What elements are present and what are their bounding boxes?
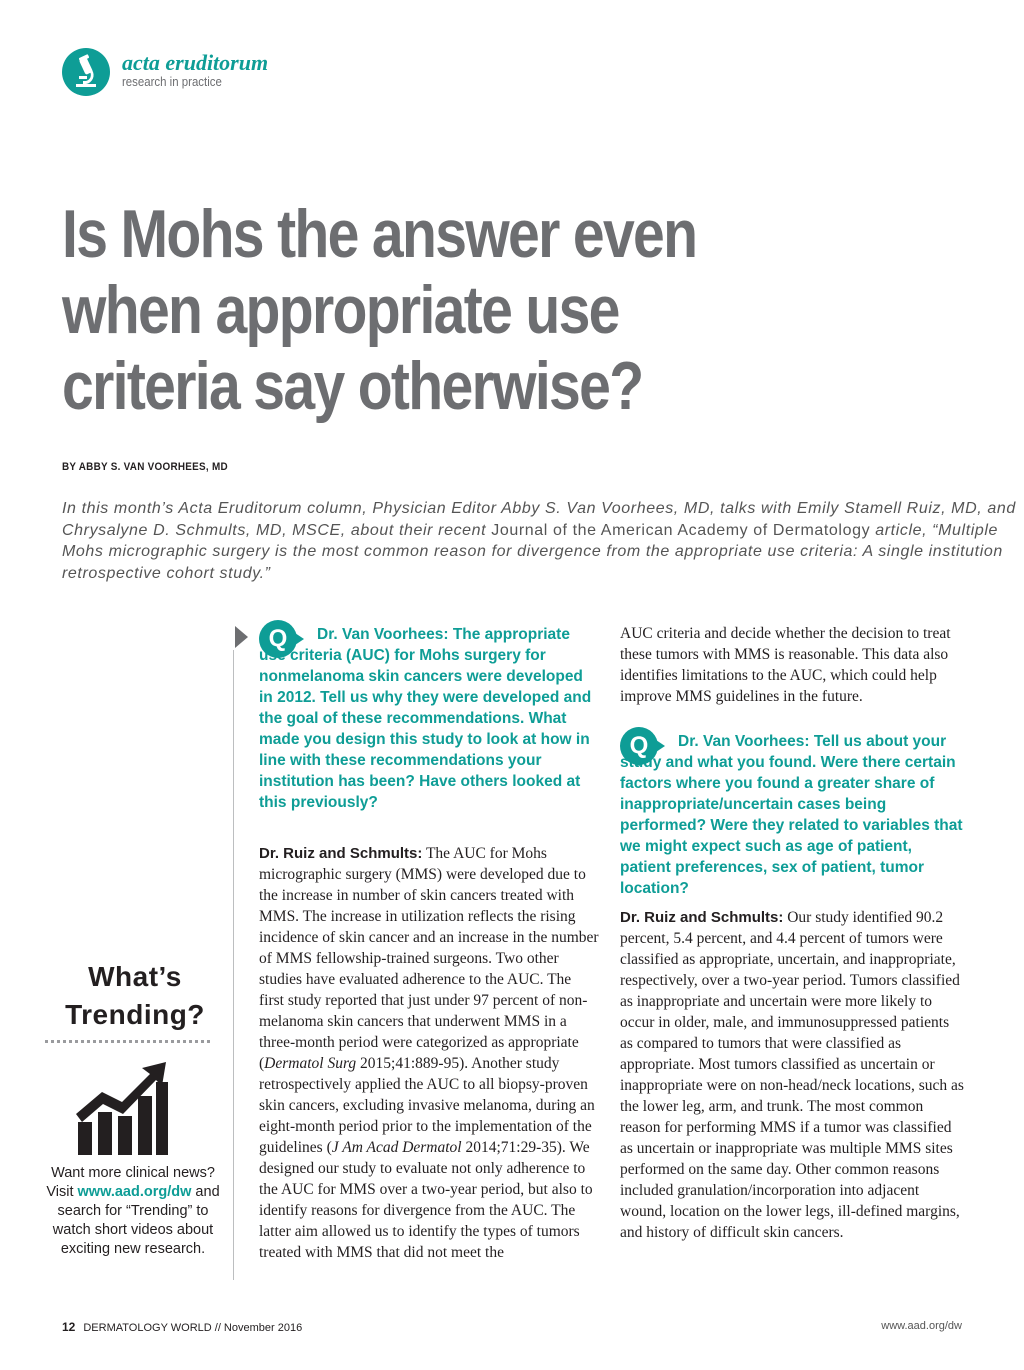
brand-title: acta eruditorum: [122, 50, 269, 75]
answer-1-speaker: Dr. Ruiz and Schmults:: [259, 845, 423, 862]
publication-info: DERMATOLOGY WORLD // November 2016: [83, 1322, 303, 1334]
answer-1-text: 2014;71:29-35). We designed our study to evaluate not only adherence to the AUC for MMS over a two-year period, but also to identify reasons for divergence from the AUC. The latter aim allowed us to identify the types of tumors treated with MMS that did not meet the: [259, 1139, 593, 1261]
footer-url[interactable]: www.aad.org/dw: [881, 1320, 962, 1332]
sidebar-title: What’s Trending?: [65, 961, 205, 1030]
microscope-icon: [62, 48, 110, 96]
headline: [62, 196, 697, 424]
answer-1-continuation: AUC criteria and decide whether the decision to treat these tumors with MMS is reasonable. This data also identifies limitations to the AUC, which could help improve MMS guidelines in the future.: [620, 625, 951, 705]
arrow-marker-icon: [235, 626, 248, 648]
citation: Dermatol Surg: [264, 1055, 357, 1072]
page-number: 12: [62, 1320, 76, 1334]
question-2: [620, 731, 965, 899]
sidebar-text: [40, 1164, 226, 1259]
answer-1-text: The AUC for Mohs micrographic surgery (MMS) were developed due to the increase in number of skin cancers treated with MMS. The increase in utilization reflects the rising incidence of skin cancer and an increase in the number of MMS fellowship-trained surgeons. Two other studies have evaluated adherence to the AUC. The first study reported that just under 97 percent of non-melanoma skin cancers that underwent MMS in a three-month period were categorized as appropriate (: [259, 845, 599, 1072]
sidebar-divider: [45, 1040, 210, 1043]
citation: J Am Acad Dermatol: [331, 1139, 462, 1156]
question-1-text: Dr. Van Voorhees: The appropriate use criteria (AUC) for Mohs surgery for nonmelanoma skin cancers were developed in 2012. Tell us why they were developed and the goal of these recommendations. What made you design this study to look at how in line with these recommendations your institution has been? Have others looked at this previously?: [259, 626, 592, 811]
intro-paragraph: [62, 498, 1022, 584]
column-divider: [233, 650, 234, 1280]
answer-2-speaker: Dr. Ruiz and Schmults:: [620, 909, 784, 926]
intro-journal: Journal of the American Academy of Dermatology: [491, 521, 871, 539]
answer-2-text: Our study identified 90.2 percent, 5.4 percent, and 4.4 percent of tumors were classified as appropriate, uncertain, and inappropriate, respectively, over a two-year period. Tumors classified as inappropriate and uncertain were more likely to occur in older, male, and immunosuppressed patients as compared to tumors that were classified as appropriate. Most tumors classified as uncertain or inappropriate were on non-head/neck locations, such as the lower leg, arm, and trunk. The most common reason for performing MMS if a tumor was classified as uncertain or inappropriate was multiple MMS sites performed on the same day. Other common reasons included granulation/incorporation into adjacent wound, location on the lower legs, ill-defined margins, and history of difficult skin cancers.: [620, 909, 964, 1241]
byline: BY ABBY S. VAN VOORHEES, MD: [62, 461, 228, 473]
brand-subtitle: research in practice: [122, 74, 222, 89]
trending-chart-icon: [76, 1060, 168, 1155]
question-2-text: Dr. Van Voorhees: Tell us about your study and what you found. Were there certain factors where you found a greater share of inappropriate/uncertain cases being performed? Were they related to variables that we might expect such as age of patient, patient preferences, sex of patient, tumor location?: [620, 733, 963, 897]
sidebar-text-part: Want more clinical news? Visit: [46, 1165, 215, 1200]
headline-line: when appropriate use: [62, 272, 619, 348]
question-badge: Q: [259, 620, 297, 658]
headline-line: Is Mohs the answer even: [62, 196, 697, 272]
headline-line: criteria say otherwise?: [62, 348, 643, 424]
footer-left: [62, 1320, 302, 1334]
question-1: [259, 624, 599, 813]
answer-1-text: 2015;41:889-95). Another study retrospectively applied the AUC to all biopsy-proven skin cancers, excluding invasive melanoma, during an eight-month period prior to the implementation of the guidelines (: [259, 1055, 595, 1156]
sidebar-link[interactable]: www.aad.org/dw: [77, 1184, 192, 1200]
answer-1: [259, 843, 599, 1263]
sidebar-text-part: and search for “Trending” to watch short videos about exciting new research.: [52, 1184, 220, 1257]
question-badge: Q: [620, 727, 658, 765]
intro-text: article, “Multiple Mohs micrographic surgery is the most common reason for divergence from the appropriate use criteria: A single institution retrospective cohort study.”: [62, 521, 1003, 582]
intro-text: In this month’s Acta Eruditorum column, Physician Editor Abby S. Van Voorhees, MD, talks with Emily Stamell Ruiz, MD, and Chrysalyne D. Schmults, MD, MSCE, about their recent: [62, 500, 1016, 539]
answer-2: [620, 907, 965, 1243]
